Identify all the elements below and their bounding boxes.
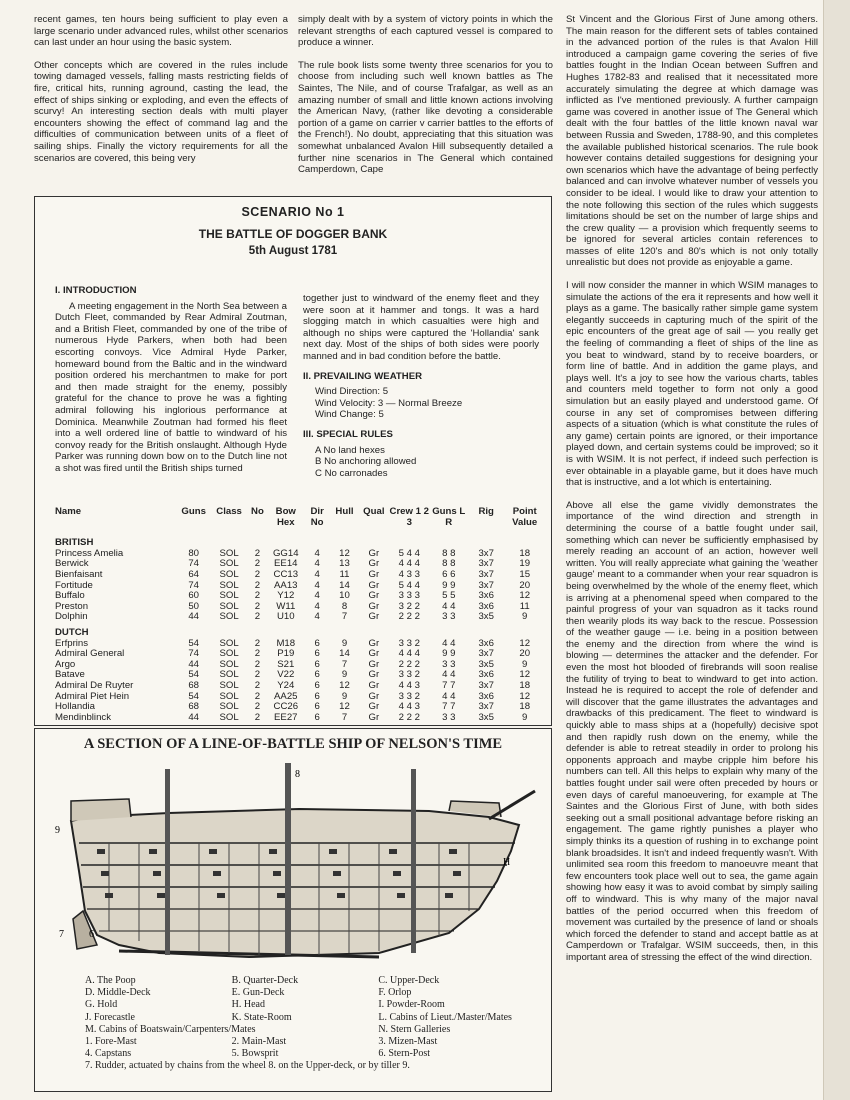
table-cell: 2	[254, 611, 261, 623]
scenario-heading: SCENARIO No 1	[241, 205, 345, 219]
legend-row	[85, 975, 525, 987]
table-cell: SOL	[219, 579, 239, 591]
table-cell: 2	[254, 701, 261, 713]
table-cell: 5 4 4	[398, 547, 420, 559]
table-cell: 6 6	[442, 568, 456, 580]
table-cell: SOL	[219, 648, 239, 660]
table-cell: 11	[339, 568, 350, 580]
table-cell: S21	[277, 658, 295, 670]
column-header: Guns	[181, 506, 206, 517]
table-cell: Gr	[368, 547, 380, 559]
column-header: Class	[216, 506, 242, 517]
table-cell: 14	[339, 648, 350, 660]
table-cell: 3x5	[478, 711, 494, 723]
ship-name-cell: Dolphin	[55, 611, 88, 623]
table-cell: Y24	[277, 679, 295, 691]
table-cell: 12	[519, 637, 531, 649]
table-row	[55, 713, 545, 724]
table-cell: Gr	[368, 679, 380, 691]
table-cell: 2	[254, 711, 261, 723]
table-row	[55, 702, 545, 713]
table-cell: Gr	[368, 611, 380, 623]
table-cell: 3x7	[478, 679, 494, 691]
table-cell: SOL	[219, 590, 239, 602]
table-cell: 2	[254, 658, 261, 670]
table-cell: 4 4	[442, 690, 456, 702]
table-cell: 3 3 2	[398, 690, 420, 702]
battle-title: THE BATTLE OF DOGGER BANK	[198, 226, 388, 241]
legend-item: N. Stern Galleries	[378, 1023, 451, 1035]
table-cell: 4	[314, 568, 320, 580]
table-cell: 9	[522, 711, 528, 723]
legend-row	[85, 1048, 525, 1060]
legend-item: K. State-Room	[231, 1011, 292, 1023]
table-cell: Gr	[368, 568, 380, 580]
table-cell: 60	[188, 590, 200, 602]
table-cell: 3x6	[478, 590, 494, 602]
table-cell: 9	[341, 637, 348, 649]
table-cell: 13	[339, 558, 350, 570]
table-cell: SOL	[219, 547, 239, 559]
table-cell: 4	[314, 579, 320, 591]
legend-item: A. The Poop	[85, 975, 136, 986]
diagram-label: 9	[55, 825, 60, 836]
table-cell: 6	[314, 648, 320, 660]
table-cell: 3 3	[442, 711, 456, 723]
adjacent-page-edge	[823, 0, 850, 1100]
table-cell: 12	[519, 669, 531, 681]
table-cell: 54	[188, 690, 200, 702]
ship-name-cell: Admiral General	[55, 648, 125, 660]
legend-row	[85, 987, 525, 999]
table-cell: 3x5	[478, 658, 494, 670]
table-cell: 3 3 2	[398, 669, 420, 681]
paragraph: The rule book lists some twenty three scenarios for you to choose from including such well known battles as The Saintes, The Nile, and of course Trafalgar, as well as an amazing number of small and little known actions involving the American Navy, (rather like devoting a considerable portion of a game on carrier v carrier battles to the efforts of the French!). No doubt, appreciating that this situation was somewhat unbalanced Avalon Hill subsequently detailed a further nine scenarios in The General which contained Camperdown, Cape	[298, 59, 553, 176]
table-cell: 2	[254, 690, 261, 702]
table-row	[55, 591, 545, 602]
table-cell: Gr	[368, 669, 380, 681]
table-cell: SOL	[219, 679, 239, 691]
table-cell: 6	[314, 690, 320, 702]
table-cell: 12	[339, 679, 350, 691]
table-cell: 54	[188, 637, 200, 649]
table-row	[55, 681, 545, 692]
table-cell: 9	[341, 669, 348, 681]
table-cell: 20	[519, 579, 531, 591]
table-cell: SOL	[219, 558, 239, 570]
legend-item: I. Powder-Room	[378, 999, 445, 1011]
table-cell: P19	[277, 648, 295, 660]
table-cell: 7	[341, 711, 348, 723]
weather-item: Wind Change: 5	[315, 409, 384, 421]
table-cell: 5 4 4	[398, 579, 420, 591]
ship-name-cell: Admiral De Ruyter	[55, 679, 134, 691]
table-cell: Gr	[368, 600, 380, 612]
legend-item: 4. Capstans	[85, 1048, 132, 1060]
table-cell: SOL	[219, 658, 239, 670]
ship-roster-table	[55, 507, 545, 723]
ship-name-cell: Admiral Piet Hein	[55, 690, 130, 702]
table-cell: 8 8	[442, 547, 456, 559]
table-cell: SOL	[219, 669, 239, 681]
rule-item: C No carronades	[315, 467, 388, 479]
column-header: Crew 1 2 3	[389, 506, 429, 528]
ship-cross-section-illustration	[49, 761, 537, 971]
table-cell: 2	[254, 637, 261, 649]
table-cell: 9	[522, 658, 528, 670]
column-header: Rig	[478, 506, 494, 517]
diagram-label: 8	[295, 769, 300, 780]
table-cell: SOL	[219, 637, 239, 649]
table-cell: 68	[188, 679, 200, 691]
table-cell: 4 4	[442, 637, 456, 649]
table-cell: 3 3 2	[398, 637, 420, 649]
table-cell: 5 5	[442, 590, 456, 602]
introduction-left	[55, 285, 287, 475]
table-cell: V22	[277, 669, 295, 681]
table-cell: 12	[519, 590, 531, 602]
table-cell: 3x6	[478, 669, 494, 681]
table-row	[55, 581, 545, 592]
table-cell: 9	[522, 611, 528, 623]
table-cell: 2 2 2	[398, 611, 420, 623]
ship-name-cell: Buffalo	[55, 590, 85, 602]
table-cell: 68	[188, 701, 200, 713]
ship-name-cell: Argo	[55, 658, 76, 670]
column-header: Qual	[363, 506, 385, 517]
table-row	[55, 660, 545, 671]
legend-item: M. Cabins of Boatswain/Carpenters/Mates	[85, 1023, 256, 1035]
table-cell: 12	[519, 690, 531, 702]
article-column-left	[34, 14, 288, 175]
table-cell: SOL	[219, 711, 239, 723]
table-cell: 64	[188, 568, 200, 580]
article-column-right	[566, 14, 818, 975]
table-cell: W11	[276, 600, 296, 612]
table-cell: 2 2 2	[398, 658, 420, 670]
table-cell: 2	[254, 669, 261, 681]
legend-row	[85, 1012, 525, 1024]
table-cell: 9 9	[442, 648, 456, 660]
table-cell: M18	[276, 637, 296, 649]
table-cell: 74	[188, 648, 200, 660]
table-cell: U10	[276, 611, 295, 623]
table-cell: GG14	[272, 547, 299, 559]
table-cell: 15	[519, 568, 531, 580]
ship-name-cell: Berwick	[55, 558, 89, 570]
table-cell: 4	[314, 600, 320, 612]
table-cell: 3x6	[478, 637, 494, 649]
table-cell: 4	[314, 590, 320, 602]
legend-item: 1. Fore-Mast	[85, 1036, 137, 1048]
paragraph: Other concepts which are covered in the rules include towing damaged vessels, falling masts restricting fields of fire, critical hits, running aground, casting the lead, the effect of ships sinking or exploding, and even the effects of scurvy! An interesting section deals with multi player encounters showing the effect of command lag and the difficulties of communication between units of a fleet of sailing ships. Finally the victory requirements for all the scenarios are covered, this being very	[34, 59, 288, 164]
legend-item: D. Middle-Deck	[85, 987, 151, 999]
table-cell: 4	[314, 611, 320, 623]
legend-item: F. Orlop	[378, 987, 412, 999]
table-cell: SOL	[219, 600, 239, 612]
table-cell: 2	[254, 679, 261, 691]
table-cell: 6	[314, 658, 320, 670]
legend-item: 5. Bowsprit	[231, 1048, 279, 1060]
table-cell: 4 4	[442, 600, 456, 612]
legend-item: 3. Mizen-Mast	[378, 1036, 438, 1048]
battle-date: 5th August 1781	[248, 245, 338, 258]
table-cell: 3x7	[478, 558, 494, 570]
legend-row	[85, 1024, 525, 1036]
table-cell: 10	[339, 590, 350, 602]
column-header: Name	[55, 506, 82, 517]
table-cell: 3x7	[478, 547, 494, 559]
table-cell: CC26	[273, 701, 299, 713]
table-cell: Y12	[277, 590, 295, 602]
table-cell: 6	[314, 679, 320, 691]
table-cell: 19	[519, 558, 531, 570]
table-cell: 6	[314, 711, 320, 723]
table-cell: EE14	[274, 558, 298, 570]
ship-legend	[85, 975, 525, 1073]
diagram-label: H	[503, 857, 511, 868]
fleet-label: DUTCH	[55, 626, 89, 638]
table-cell: 6	[314, 669, 320, 681]
table-cell: 2	[254, 648, 261, 660]
table-cell: 3 3 3	[398, 590, 420, 602]
legend-item: B. Quarter-Deck	[231, 975, 299, 986]
table-cell: 2	[254, 568, 261, 580]
table-cell: 3x6	[478, 690, 494, 702]
table-row	[55, 639, 545, 650]
table-cell: Gr	[368, 648, 380, 660]
table-cell: 3 3	[442, 658, 456, 670]
table-row	[55, 602, 545, 613]
table-cell: SOL	[219, 690, 239, 702]
legend-item: L. Cabins of Lieut./Master/Mates	[378, 1011, 512, 1023]
table-cell: 3x7	[478, 701, 494, 713]
ship-name-cell: Hollandia	[55, 701, 96, 713]
table-cell: 8 8	[442, 558, 456, 570]
table-cell: 3x6	[478, 600, 494, 612]
legend-item: J. Forecastle	[85, 1011, 135, 1023]
table-cell: SOL	[219, 611, 239, 623]
table-cell: 3x7	[478, 579, 494, 591]
table-row	[55, 570, 545, 581]
table-row	[55, 649, 545, 660]
table-cell: 3x5	[478, 611, 494, 623]
table-cell: 2 2 2	[398, 711, 420, 723]
diagram-label: 6	[89, 929, 94, 940]
table-cell: 54	[188, 669, 200, 681]
table-cell: 20	[519, 648, 531, 660]
article-column-middle	[298, 14, 553, 187]
table-cell: AA13	[274, 579, 298, 591]
table-cell: 50	[188, 600, 200, 612]
table-cell: 4 4 4	[398, 648, 420, 660]
introduction-text-continued: together just to windward of the enemy fleet and they were soon at it hammer and tongs. It was a hard slogging match in which casualties were high and although no ships were captured the 'Hollandia' sank next day. Most of the ships of both sides were poorly manned and in bad condition before the battle.	[303, 293, 539, 362]
table-row	[55, 612, 545, 623]
table-cell: 3 3	[442, 611, 456, 623]
weather-item: Wind Direction: 5	[315, 386, 389, 398]
ship-name-cell: Bienfaisant	[55, 568, 103, 580]
table-cell: Gr	[368, 711, 380, 723]
table-row	[55, 549, 545, 560]
paragraph: simply dealt with by a system of victory points in which the relevant strengths of each captured vessel is compared to produce a winner.	[298, 14, 553, 49]
table-cell: Gr	[368, 658, 380, 670]
table-row	[55, 559, 545, 570]
ship-name-cell: Princess Amelia	[55, 547, 124, 559]
weather-item: Wind Velocity: 3 — Normal Breeze	[315, 397, 463, 409]
table-cell: 2	[254, 590, 261, 602]
table-cell: Gr	[368, 579, 380, 591]
rule-item: B No anchoring allowed	[315, 456, 417, 468]
paragraph: St Vincent and the Glorious First of June among others. The main reason for the different sets of tables contained in the advanced portion of the rules is that Avalon Hill introduced a campaign game covering the series of five battles fought in the Indian Ocean between Suffren and Hughes 1782-83 and realised that it necessitated more accurately simulating the degree at which damage was inflicted as I've mentioned previously. A further campaign game was covered in another issue of The General which dealt with the four battles of the little known naval war between Russia and Sweden, 1788-90, and this completes the available published historical scenarios. The rule book however contains detailed suggestions for designing your own scenarios which have the advantage of being perfectly balanced and can involve whatever number of vessels you consider to be ideal. I would like to draw your attention to the note following this section of the rules which suggests limitations should be set on the number of large ships and the crew quality — a provision which frequently seems to be ignored for several articles contain references to masses of elite 120's and 80's which is not only totally unrealistic but does not provide as enjoyable a game.	[566, 14, 818, 269]
table-cell: Gr	[368, 590, 380, 602]
table-cell: 4 4 4	[398, 558, 420, 570]
table-body	[55, 538, 545, 723]
ship-name-cell: Preston	[55, 600, 89, 612]
ship-name-cell: Erfprins	[55, 637, 89, 649]
table-cell: 6	[314, 701, 320, 713]
table-cell: 44	[188, 658, 200, 670]
paragraph: Above all else the game vividly demonstrates the importance of the wind direction and strength in determining the course of a battle fought under sail, something which can never be sufficiently emphasised by merely reading an account of an action, however well written. You will really appreciate what gaining the 'weather gauge' meant to a commander when your rear squadron is being overwhelmed by the whole of the enemy fleet, which is arriving at a phenomenal speed when compared to the painful progress of your van squadron as it tacks round then wearily plods its way back to the rescue. Possession of the weather gauge — i.e. being in a position between the enemy and the direction from where the wind is blowing — determines the attacker and the defender. For even the most hot blooded of firebrands will soon realise the futility of trying to beat to windward to get into action. Instead he is required to accept the role of defender and will discover that the game illustrates the advantages and drawbacks of this predicament. The fleet to windward is quickly able to mass ships at a (hopefully) decisive spot and then rapidly rush down on the enemy, while the defender is able to retreat steadily in order to prolong his opponents approach and maybe cripple him before his numbers can tell. All this helps to explain why many of the battles fought under sail were often preceded by hours or even days of careful manoeuvering, for example at The Saintes and the Glorious First of June, with both sides seeking out a small positional advantage before risking an engagement. The game rightly punishes a player who simply thinks its a question of rushing in to exchange point blank broadsides. It isn't and indeed frequently wasn't. With unlimited sea room this freedom to manoeuvre meant that few encounters took place well out to sea, the game again showing how easy it was to avoid combat by simply sailing off to windward. This is why many of the major naval battles of the period occurred when this freedom of movement was curtailed by the presence of land or shoals which forced the defender to stand and accept battle as at Camperdown or Trafalgar. WSIM succeeds, then, in this important area of stressing the effect of the wind direction.	[566, 499, 818, 963]
table-header-row	[55, 507, 545, 538]
table-cell: 4 3 3	[398, 568, 420, 580]
table-group-row	[55, 538, 545, 549]
table-cell: 4	[314, 558, 320, 570]
table-cell: 7	[341, 658, 348, 670]
ship-name-cell: Fortitude	[55, 579, 93, 591]
column-header: Guns L R	[432, 506, 466, 528]
table-cell: 80	[188, 547, 200, 559]
legend-item: C. Upper-Deck	[378, 975, 440, 986]
weather-heading: II. PREVAILING WEATHER	[303, 370, 423, 382]
ship-name-cell: Mendinblinck	[55, 711, 111, 723]
introduction-right	[303, 293, 539, 479]
paragraph: recent games, ten hours being sufficient to play even a large scenario under advanced rules, whilst other scenarios can last under an hour using the basic system.	[34, 14, 288, 49]
table-cell: 3x7	[478, 568, 494, 580]
table-cell: 12	[339, 547, 350, 559]
table-cell: 44	[188, 611, 200, 623]
hull-outline	[71, 809, 519, 957]
table-cell: 18	[519, 547, 531, 559]
legend-item: 2. Main-Mast	[231, 1036, 287, 1048]
scenario-box	[34, 196, 552, 726]
table-group-row	[55, 628, 545, 639]
ship-section-box	[34, 728, 552, 1092]
table-cell: 11	[519, 600, 530, 612]
table-cell: 4 4	[442, 669, 456, 681]
table-cell: 74	[188, 558, 200, 570]
table-cell: 2	[254, 547, 261, 559]
ship-section-title: A SECTION OF A LINE-OF-BATTLE SHIP OF NELSON'S TIME	[83, 736, 503, 752]
table-cell: EE27	[274, 711, 298, 723]
table-cell: 18	[519, 679, 531, 691]
column-header: Dir No	[310, 506, 324, 528]
table-cell: 74	[188, 579, 200, 591]
table-cell: 2	[254, 558, 261, 570]
diagram-label: 7	[59, 929, 64, 940]
table-cell: 18	[519, 701, 531, 713]
table-cell: Gr	[368, 701, 380, 713]
table-cell: 3x7	[478, 648, 494, 660]
table-cell: 2	[254, 600, 261, 612]
legend-row	[85, 1036, 525, 1048]
table-cell: 4 4 3	[398, 679, 420, 691]
legend-item: G. Hold	[85, 999, 118, 1011]
table-cell: 4 4 3	[398, 701, 420, 713]
table-cell: Gr	[368, 558, 380, 570]
table-cell: 6	[314, 637, 320, 649]
table-cell: 2	[254, 579, 261, 591]
table-cell: 7 7	[442, 679, 456, 691]
introduction-text: A meeting engagement in the North Sea between a Dutch Fleet, commanded by Rear Admiral Zoutman, and a British Fleet, commanded by one of the tribe of numerous Hyde Parkers, when both had been escorting convoys. Vice Admiral Hyde Parker, homeward bound from the Baltic and in the windward position ordered his merchantmen to make for port and then made straight for the enemy, possibly grateful for the chance to prove he was a fighting admiral following his inglorious performance at Dominica. Meanwhile Zoutman had formed his fleet into a well ordered line of battle to windward of his convoy ready for the British onslaught. Although Hyde Parker was running down bow on to the Dutch line not a shot was fired until the British ships turned	[55, 300, 287, 474]
table-row	[55, 692, 545, 703]
rules-heading: III. SPECIAL RULES	[303, 428, 393, 440]
column-header: No	[251, 506, 264, 517]
rule-item: A No land hexes	[315, 444, 385, 456]
legend-item: 7. Rudder, actuated by chains from the wheel 8. on the Upper-deck, or by tiller 9.	[85, 1060, 410, 1072]
legend-item: 6. Stern-Post	[378, 1048, 431, 1060]
table-cell: 9	[341, 690, 348, 702]
paragraph: I will now consider the manner in which WSIM manages to simulate the actions of the era it represents and how well it plays as a game. The basically rather simple game system elegantly succeeds in capturing much of the spirit of the epic encounters of the great age of sail — you really get the feeling of commanding a fleet of ships of the line as you beat to windward, stand by to receive boarders, or form line of battle. And in addition the game plays, and plays well. It's a joy to see how the various charts, tables and counters meld together to form not only a good simulation but an easily played and understood game. Of course in any set of compromises between differing aspects of a situation (which is what constitute the rules of any game) certain points are ignored, or their importance played down, and certain systems could be improved; so it is with WSIM. It is not perfect, if indeed such perfection is ever obtainable in a playable game, but it does have much that is instructive, and a lot which is entertaining.	[566, 280, 818, 489]
ship-name-cell: Batave	[55, 669, 85, 681]
column-header: Hull	[335, 506, 354, 517]
table-cell: 7 7	[442, 701, 456, 713]
legend-row	[85, 999, 525, 1011]
table-cell: 4	[314, 547, 320, 559]
table-cell: 9 9	[442, 579, 456, 591]
column-header: Bow Hex	[275, 506, 296, 528]
table-cell: Gr	[368, 637, 380, 649]
table-cell: 14	[339, 579, 350, 591]
fleet-label: BRITISH	[55, 537, 94, 549]
column-header: Point Value	[512, 506, 538, 528]
table-cell: Gr	[368, 690, 380, 702]
table-cell: 3 2 2	[398, 600, 420, 612]
table-cell: 44	[188, 711, 200, 723]
table-cell: SOL	[219, 701, 239, 713]
table-cell: 7	[341, 611, 348, 623]
table-cell: SOL	[219, 568, 239, 580]
table-cell: 8	[341, 600, 348, 612]
table-cell: 12	[339, 701, 350, 713]
legend-item: H. Head	[231, 999, 265, 1011]
legend-item: E. Gun-Deck	[231, 987, 285, 999]
table-cell: AA25	[274, 690, 298, 702]
introduction-heading: I. INTRODUCTION	[55, 285, 137, 296]
table-cell: CC13	[273, 568, 299, 580]
